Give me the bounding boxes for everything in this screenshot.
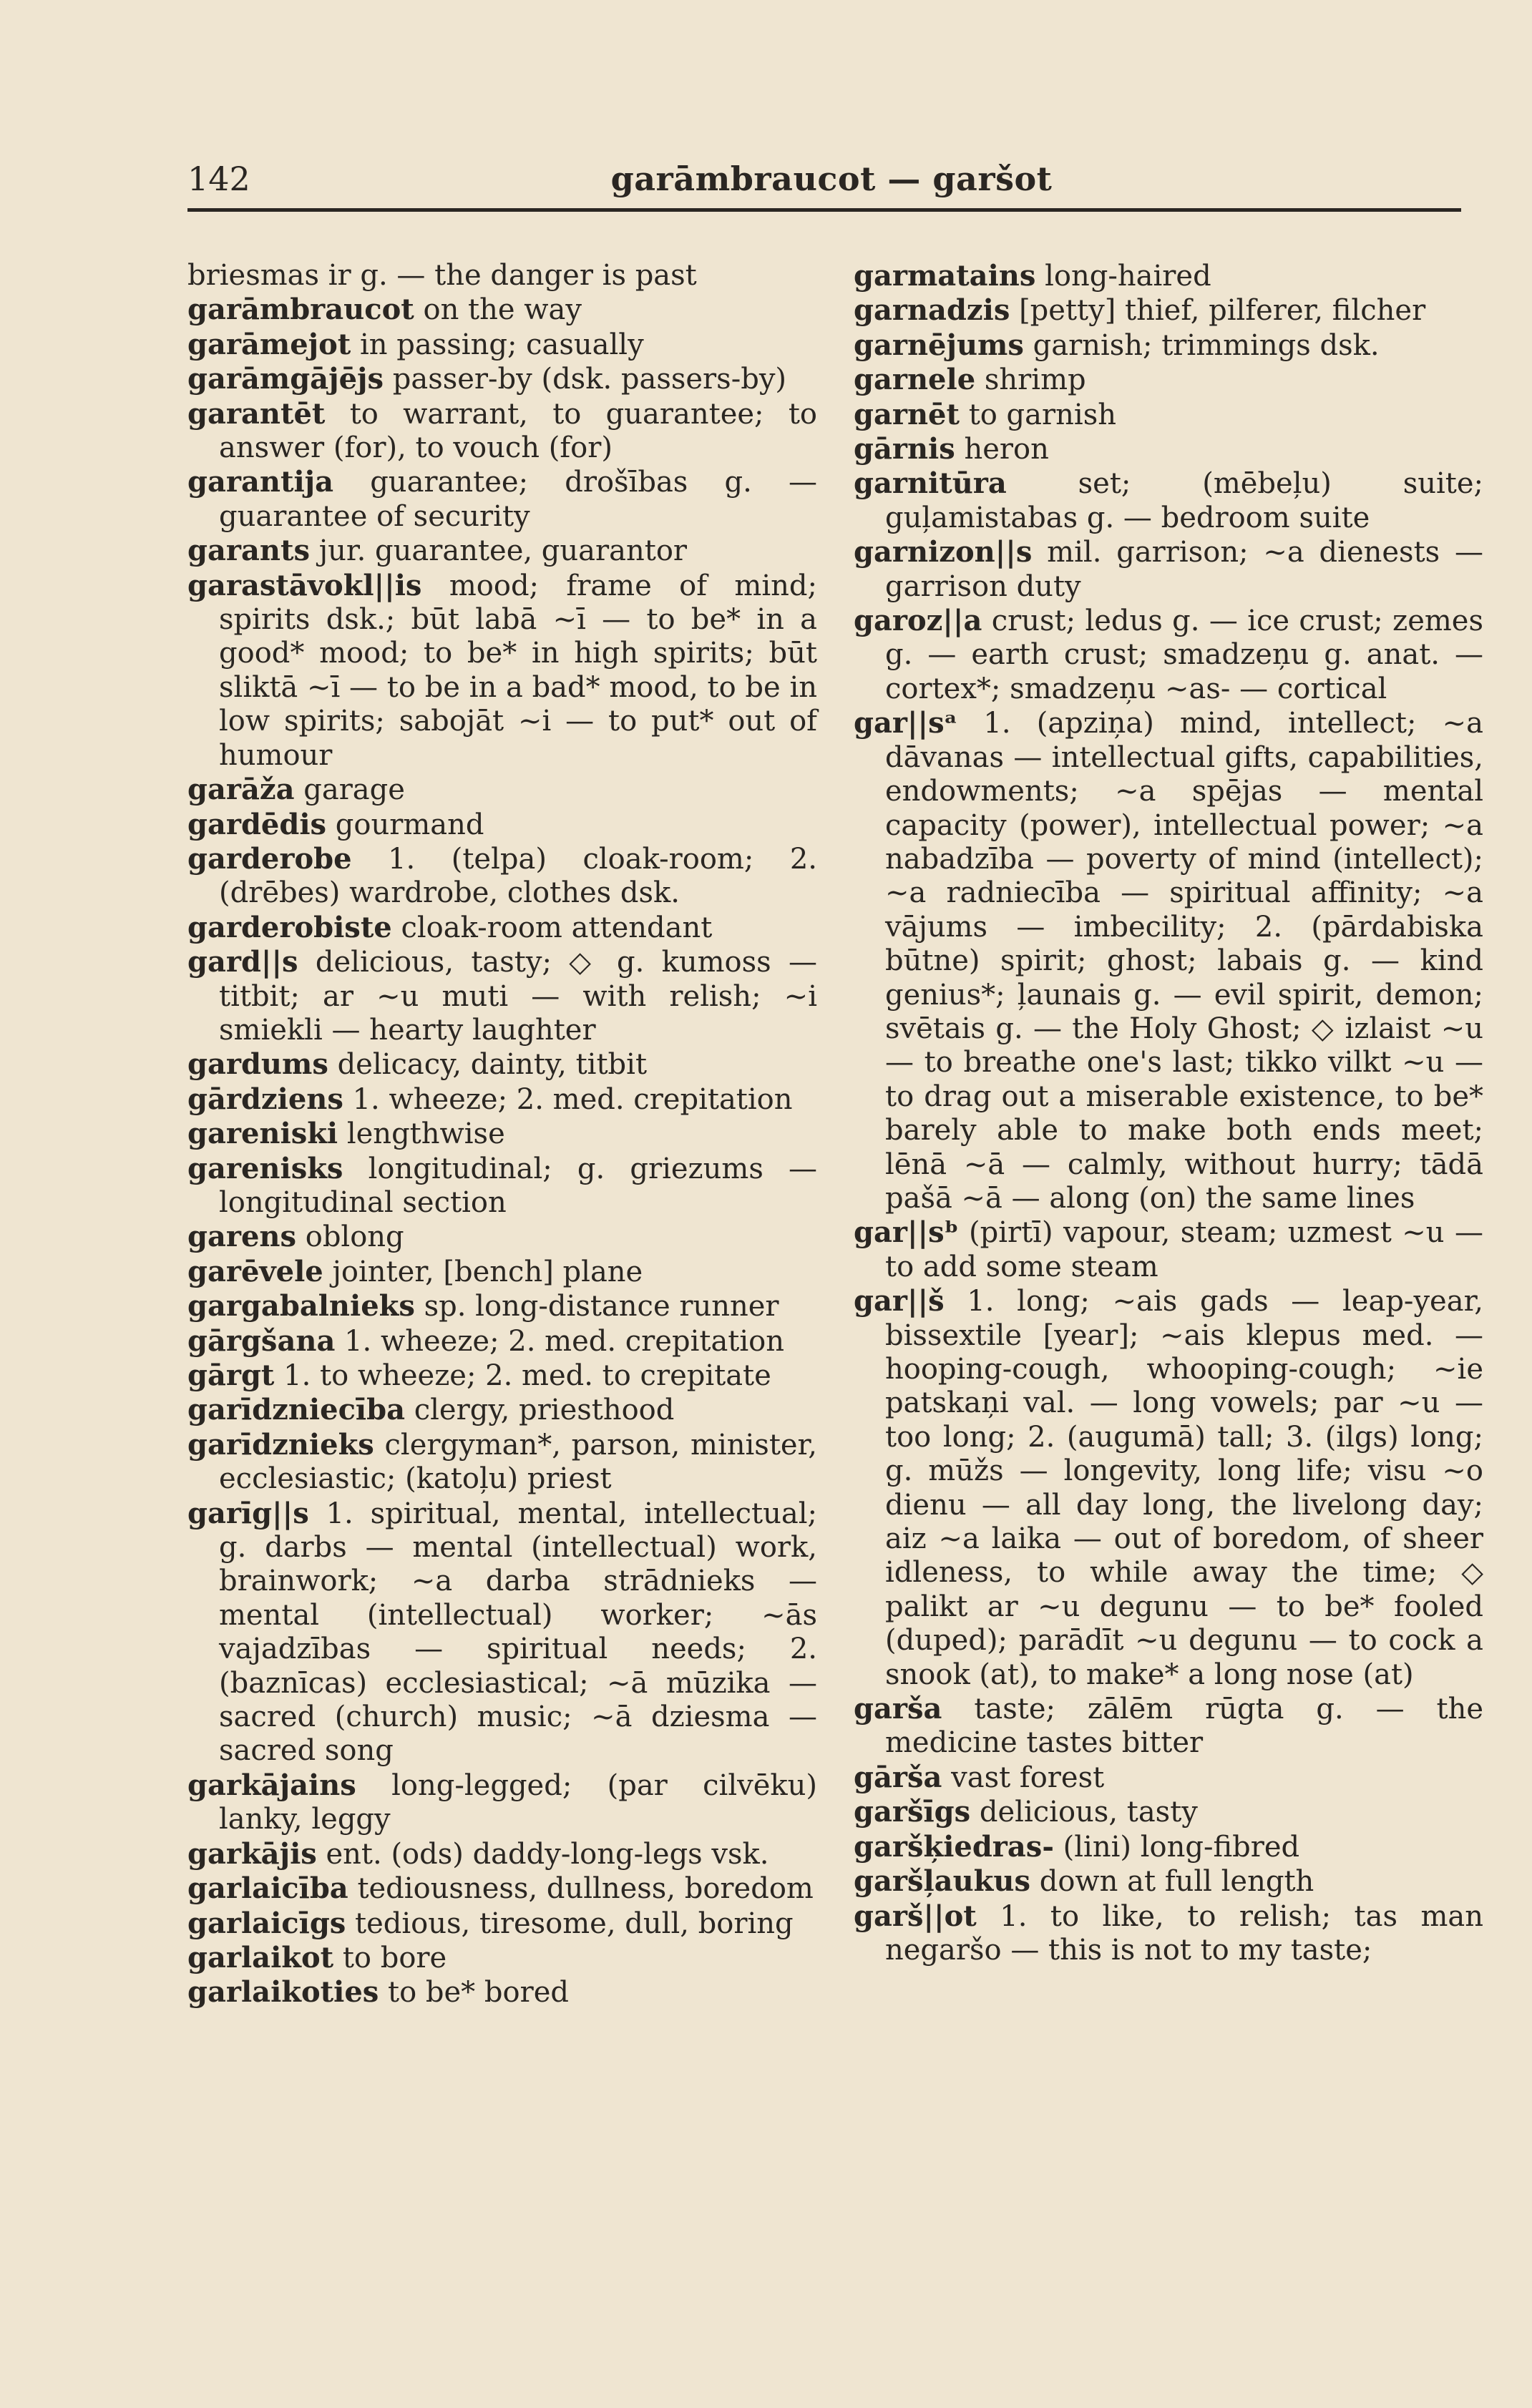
dictionary-entry bbox=[187, 1768, 817, 1837]
entry-definition: to be* bored bbox=[388, 1976, 569, 2010]
entry-definition: 1. wheeze; 2. med. crepitation bbox=[344, 1324, 784, 1358]
entry-headword: garš||ot bbox=[854, 1899, 977, 1933]
entry-headword: garāmejot bbox=[187, 327, 351, 361]
entry-headword: garnadzis bbox=[854, 293, 1010, 328]
dictionary-entry bbox=[187, 328, 817, 362]
page-number: 142 bbox=[187, 160, 250, 198]
entry-headword: garoz||a bbox=[854, 604, 982, 638]
dictionary-entry bbox=[187, 1289, 817, 1323]
dictionary-entry bbox=[187, 1359, 817, 1393]
entry-headword: garderobiste bbox=[187, 910, 392, 944]
dictionary-entry bbox=[854, 1692, 1483, 1761]
entry-headword: gareniski bbox=[187, 1117, 338, 1151]
entry-headword: garlaikot bbox=[187, 1940, 334, 1974]
entry-headword: garmatains bbox=[854, 259, 1036, 293]
entry-definition: longitudinal; g. griezums — longitudinal section bbox=[219, 1152, 817, 1219]
dictionary-entry bbox=[187, 1117, 817, 1151]
entry-headword: garīdzniecība bbox=[187, 1393, 406, 1427]
entry-headword: gar||š bbox=[854, 1284, 945, 1318]
entry-definition: in passing; casually bbox=[360, 328, 644, 361]
entry-headword: gārgšana bbox=[187, 1323, 336, 1358]
header-rule bbox=[187, 208, 1461, 212]
entry-definition: gourmand bbox=[335, 808, 484, 841]
entry-headword: garnēt bbox=[854, 397, 960, 431]
dictionary-entry bbox=[187, 1152, 817, 1220]
entry-definition: briesmas ir g. — the danger is past bbox=[187, 259, 697, 292]
dictionary-entry bbox=[187, 1975, 817, 2010]
entry-headword: garantēt bbox=[187, 396, 326, 431]
entry-definition: on the way bbox=[423, 293, 582, 327]
dictionary-entry bbox=[854, 1761, 1483, 1795]
dictionary-entry bbox=[854, 1864, 1483, 1899]
entry-headword: gargabalnieks bbox=[187, 1289, 415, 1323]
entry-headword: gārnis bbox=[854, 432, 955, 466]
entry-definition: 1. to like, to relish; tas man negaršo — this is not to my taste; bbox=[885, 1899, 1484, 1967]
entry-headword: garants bbox=[187, 534, 310, 568]
dictionary-entry bbox=[187, 842, 817, 911]
entry-definition: tediousness, dullness, boredom bbox=[357, 1872, 814, 1906]
dictionary-entry bbox=[854, 363, 1483, 397]
dictionary-entry bbox=[854, 1284, 1483, 1692]
entry-definition: (lini) long-fibred bbox=[1063, 1830, 1300, 1864]
dictionary-entry bbox=[187, 911, 817, 945]
entry-definition: crust; ledus g. — ice crust; zemes g. — earth crust; smadzeņu g. anat. — cortex*; smadzeņu ~as- — cortical bbox=[885, 605, 1484, 705]
entry-headword: garkājis bbox=[187, 1836, 317, 1871]
entry-definition: (pirtī) vapour, steam; uzmest ~u — to add some steam bbox=[885, 1216, 1483, 1283]
dictionary-entry bbox=[187, 1047, 817, 1082]
entry-definition: to warrant, to guarantee; to answer (for), to vouch (for) bbox=[219, 397, 817, 465]
entry-definition: set; (mēbeļu) suite; guļamistabas g. — bedroom suite bbox=[885, 467, 1483, 534]
dictionary-entry bbox=[187, 1220, 817, 1254]
entry-definition: jointer, [bench] plane bbox=[332, 1255, 643, 1288]
dictionary-entry bbox=[854, 706, 1483, 1215]
entry-definition: garage bbox=[303, 773, 405, 807]
entry-definition: vast forest bbox=[951, 1761, 1105, 1794]
entry-headword: garnele bbox=[854, 363, 976, 397]
entry-headword: garāmgājējs bbox=[187, 362, 384, 396]
entry-definition: down at full length bbox=[1039, 1865, 1314, 1899]
dictionary-entry bbox=[187, 1255, 817, 1289]
dictionary-entry bbox=[187, 1082, 817, 1117]
entry-definition: jur. guarantee, guarantor bbox=[318, 534, 688, 568]
running-head: garāmbraucot — garšot bbox=[610, 160, 1053, 198]
dictionary-entry bbox=[854, 1795, 1483, 1829]
dictionary-entry bbox=[187, 1497, 817, 1768]
entry-headword: garnizon||s bbox=[854, 535, 1033, 569]
entry-headword: garderobe bbox=[187, 841, 352, 876]
dictionary-entry bbox=[187, 1324, 817, 1359]
entry-headword: gar||sᵇ bbox=[854, 1215, 959, 1250]
entry-definition: 1. wheeze; 2. med. crepitation bbox=[352, 1082, 793, 1116]
entry-headword: gard||s bbox=[187, 945, 298, 979]
entry-headword: garens bbox=[187, 1220, 297, 1254]
entry-headword: garnitūra bbox=[854, 466, 1007, 501]
entry-headword: garantija bbox=[187, 465, 334, 499]
dictionary-entry bbox=[854, 535, 1483, 604]
entry-definition: delicious, tasty; ◇ g. kumoss — titbit; ar ~u muti — with relish; ~i smiekli — hearty laughter bbox=[219, 946, 817, 1047]
entry-headword: garīdznieks bbox=[187, 1427, 374, 1462]
entry-definition: sp. long-distance runner bbox=[424, 1290, 779, 1323]
entry-definition: 1. spiritual, mental, intellectual; g. darbs — mental (intellectual) work, brainwork; ~a darba strādnieks — mental (intellectual) worker; ~ās vajadzības — spiritual needs; 2. (baznīcas) ecclesiastical; ~ā mūzika — sacred (church) music; ~ā dziesma — sacred song bbox=[219, 1497, 818, 1768]
page-header bbox=[187, 147, 1475, 204]
dictionary-entry bbox=[187, 465, 817, 534]
entry-headword: gārdziens bbox=[187, 1082, 343, 1116]
entry-definition: shrimp bbox=[984, 363, 1086, 397]
dictionary-entry bbox=[854, 398, 1483, 432]
dictionary-entry bbox=[187, 397, 817, 466]
left-column bbox=[187, 259, 817, 2010]
entry-headword: gar||sᵃ bbox=[854, 706, 958, 740]
entry-headword: gardums bbox=[187, 1047, 328, 1082]
entry-definition: guarantee; drošības g. — guarantee of security bbox=[219, 466, 817, 533]
entry-definition: garnish; trimmings dsk. bbox=[1033, 328, 1380, 362]
entry-definition: 1. long; ~ais gads — leap-year, bissextile [year]; ~ais klepus med. — hooping-cough, whooping-cough; ~ie patskaņi val. — long vowels; par ~u — too long; 2. (augumā) tall; 3. (ilgs) long; g. mūžs — longevity, long life; visu ~o dienu — all day long, the livelong day; aiz ~a laika — out of boredom, of sheer idleness, to while away the time; ◇ palikt ar ~u degunu — to be* fooled (duped); parādīt ~u degunu — to cock a snook (at), to make* a long nose (at) bbox=[885, 1285, 1484, 1691]
entry-headword: garšīgs bbox=[854, 1795, 971, 1829]
entry-definition: tedious, tiresome, dull, boring bbox=[355, 1907, 794, 1940]
dictionary-entry bbox=[187, 945, 817, 1047]
entry-definition: passer-by (dsk. passers-by) bbox=[392, 363, 787, 396]
entry-definition: clergyman*, parson, minister, ecclesiastic; (katoļu) priest bbox=[219, 1428, 818, 1496]
entry-definition: lengthwise bbox=[346, 1117, 505, 1151]
dictionary-entry bbox=[187, 1871, 817, 1906]
right-column bbox=[854, 259, 1483, 1967]
dictionary-entry bbox=[187, 773, 817, 807]
entry-headword: garlaikoties bbox=[187, 1975, 379, 2010]
entry-definition: clergy, priesthood bbox=[414, 1394, 675, 1427]
entry-headword: gardēdis bbox=[187, 807, 327, 841]
entry-headword: garāža bbox=[187, 773, 295, 807]
dictionary-entry bbox=[187, 1907, 817, 1941]
dictionary-entry bbox=[854, 432, 1483, 466]
entry-headword: garnējums bbox=[854, 328, 1024, 362]
dictionary-entry bbox=[854, 1899, 1483, 1968]
entry-headword: garāmbraucot bbox=[187, 293, 414, 327]
entry-definition: taste; zālēm rūgta g. — the medicine tastes bitter bbox=[885, 1693, 1483, 1760]
entry-headword: garēvele bbox=[187, 1254, 323, 1288]
entry-definition: oblong bbox=[305, 1220, 404, 1254]
entry-headword: garšķiedras- bbox=[854, 1829, 1054, 1864]
entry-definition: 1. to wheeze; 2. med. to crepitate bbox=[283, 1359, 771, 1392]
dictionary-entry bbox=[187, 569, 817, 773]
entry-definition: long-legged; (par cilvēku) lanky, leggy bbox=[219, 1768, 817, 1836]
entry-definition: to garnish bbox=[968, 398, 1116, 431]
dictionary-entry bbox=[187, 534, 817, 568]
dictionary-entry bbox=[854, 466, 1483, 535]
entry-headword: gārša bbox=[854, 1760, 942, 1794]
entry-definition: delicious, tasty bbox=[979, 1796, 1198, 1829]
entry-definition: to bore bbox=[342, 1941, 447, 1974]
entry-definition: long-haired bbox=[1045, 260, 1211, 293]
entry-headword: garšļaukus bbox=[854, 1864, 1030, 1899]
dictionary-entry bbox=[854, 604, 1483, 706]
dictionary-entry bbox=[187, 1393, 817, 1427]
entry-headword: garlaicīgs bbox=[187, 1906, 346, 1940]
entry-definition: mil. garrison; ~a dienests — garrison duty bbox=[885, 536, 1484, 603]
entry-headword: garlaicība bbox=[187, 1871, 348, 1906]
entry-headword: gārgt bbox=[187, 1359, 275, 1392]
dictionary-entry bbox=[187, 1941, 817, 1975]
dictionary-entry bbox=[854, 1215, 1483, 1284]
entry-headword: garastāvokl||is bbox=[187, 568, 422, 602]
entry-definition: 1. (apziņa) mind, intellect; ~a dāvanas — intellectual gifts, capabilities, endowments; ~a spējas — mental capacity (power), intellectual power; ~a nabadzība — poverty of mind (intellect); ~a radniecība — spiritual affinity; ~a vājums — imbecility; 2. (pārdabiska būtne) spirit; ghost; labais g. — kind genius*; ļaunais g. — evil spirit, demon; svētais g. — the Holy Ghost; ◇ izlaist ~u — to breathe one's last; tikko vilkt ~u — to drag out a miserable existence, to be* barely able to make both ends meet; lēnā ~ā — calmly, without hurry; tādā pašā ~ā — along (on) the same lines bbox=[885, 707, 1484, 1215]
entry-definition: 1. (telpa) cloak-room; 2. (drēbes) wardrobe, clothes dsk. bbox=[219, 842, 817, 910]
dictionary-entry bbox=[854, 328, 1483, 363]
entry-definition: heron bbox=[964, 433, 1049, 466]
dictionary-entry bbox=[187, 808, 817, 842]
entry-headword: garīg||s bbox=[187, 1496, 309, 1530]
dictionary-entry bbox=[187, 362, 817, 396]
dictionary-entry bbox=[187, 259, 817, 293]
entry-definition: delicacy, dainty, titbit bbox=[337, 1048, 648, 1082]
dictionary-entry bbox=[854, 1830, 1483, 1864]
dictionary-entry bbox=[187, 1428, 817, 1497]
entry-definition: [petty] thief, pilferer, filcher bbox=[1019, 294, 1426, 328]
entry-definition: ent. (ods) daddy-long-legs vsk. bbox=[326, 1837, 769, 1871]
entry-definition: mood; frame of mind; spirits dsk.; būt labā ~ī — to be* in a good* mood; to be* in high spirits; būt sliktā ~ī — to be in a bad* mood, to be in low spirits; sabojāt ~i — to put* out of humour bbox=[219, 569, 817, 772]
entry-definition: cloak-room attendant bbox=[401, 911, 713, 944]
entry-headword: garenisks bbox=[187, 1151, 343, 1185]
entry-headword: garša bbox=[854, 1692, 942, 1726]
entry-headword: garkājains bbox=[187, 1768, 356, 1802]
dictionary-entry bbox=[187, 1837, 817, 1871]
dictionary-entry bbox=[187, 293, 817, 327]
dictionary-entry bbox=[854, 259, 1483, 293]
dictionary-entry bbox=[854, 293, 1483, 328]
